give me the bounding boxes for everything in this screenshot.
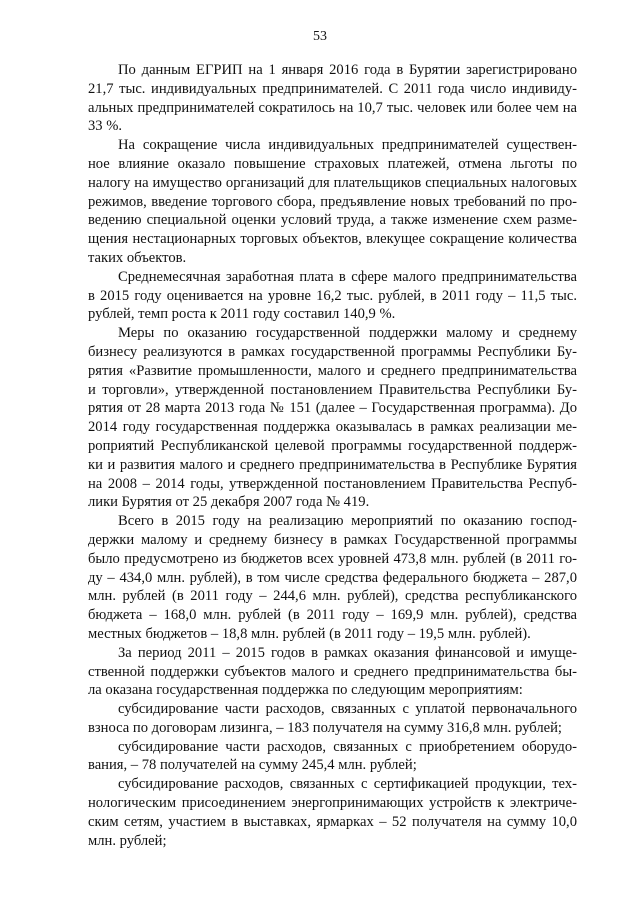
text-line: бизнесу реализуются в рамках государственной программы Республики Бу-	[88, 343, 577, 360]
document-body	[88, 61, 577, 850]
text-line: Среднемесячная заработная плата в сфере малого предпринимательства	[118, 268, 577, 285]
text-line: 21,7 тыс. индивидуальных предпринимателей. С 2011 года число индивиду-	[88, 80, 577, 97]
text-line: ла оказана государственная поддержка по следующим мероприятиям:	[88, 682, 523, 699]
text-line: бюджета – 168,0 млн. рублей (в 2011 году – 169,9 млн. рублей), средства	[88, 607, 577, 624]
text-line: на 2008 – 2014 годы, утвержденной постановлением Правительства Респуб-	[88, 475, 577, 492]
text-line: было предусмотрено из бюджетов всех уровней 473,8 млн. рублей (в 2011 го-	[88, 550, 577, 567]
text-line: и торговли», утвержденной постановлением Правительства Республики Бу-	[88, 381, 577, 398]
text-line: ведению специальной оценки условий труда, а также изменение схем разме-	[88, 212, 577, 229]
text-line: альных предпринимателей сократилось на 10,7 тыс. человек или более чем на	[88, 99, 577, 116]
text-line: ственной поддержки субъектов малого и среднего предпринимательства бы-	[88, 663, 577, 680]
text-line: 33 %.	[88, 118, 123, 135]
text-line: в 2015 году оценивается на уровне 16,2 тыс. рублей, в 2011 году – 11,5 тыс.	[88, 287, 577, 304]
text-line: субсидирование части расходов, связанных с приобретением оборудо-	[118, 738, 577, 755]
text-line: За период 2011 – 2015 годов в рамках оказания финансовой и имуще-	[118, 644, 577, 661]
page-number: 53	[313, 29, 327, 44]
text-line: держки малому и среднему бизнесу в рамках Государственной программы	[88, 531, 577, 548]
text-line: рятия от 28 марта 2013 года № 151 (далее – Государственная программа). До	[88, 400, 577, 417]
text-line: нологическим присоединением энергопринимающих устройств к электриче-	[88, 795, 577, 812]
text-line: местных бюджетов – 18,8 млн. рублей (в 2011 году – 19,5 млн. рублей).	[88, 625, 531, 642]
text-line: Всего в 2015 году на реализацию мероприятий по оказанию господ-	[118, 513, 577, 530]
text-line: роприятий Республиканской целевой программы государственной поддерж-	[88, 437, 577, 454]
text-line: ки и развития малого и среднего предпринимательства в Республике Бурятия	[88, 456, 577, 473]
text-line: лики Бурятия от 25 декабря 2007 года № 419.	[88, 494, 370, 511]
text-line: взноса по договорам лизинга, – 183 получателя на сумму 316,8 млн. рублей;	[88, 719, 562, 736]
text-line: ное влияние оказало повышение страховых платежей, отмена льготы по	[88, 155, 577, 172]
text-line: млн. рублей;	[88, 832, 167, 849]
text-line: По данным ЕГРИП на 1 января 2016 года в Бурятии зарегистрировано	[118, 62, 577, 78]
text-line: субсидирование расходов, связанных с сертификацией продукции, тех-	[118, 776, 577, 793]
text-line: щения нестационарных торговых объектов, влекущее сокращение количества	[88, 231, 577, 248]
text-line: ским сетям, участием в выставках, ярмарках – 52 получателя на сумму 10,0	[88, 813, 577, 830]
text-line: млн. рублей (в 2011 году – 244,6 млн. рублей), средства республиканского	[88, 588, 577, 605]
text-line: рятия «Развитие промышленности, малого и среднего предпринимательства	[88, 362, 577, 379]
text-line: субсидирование части расходов, связанных с уплатой первоначального	[118, 701, 577, 718]
text-line: таких объектов.	[88, 249, 187, 266]
text-line: Меры по оказанию государственной поддержки малому и среднему	[118, 325, 577, 342]
text-line: На сокращение числа индивидуальных предпринимателей существен-	[118, 137, 577, 154]
text-line: вания, – 78 получателей на сумму 245,4 млн. рублей;	[88, 757, 417, 774]
text-line: ду – 434,0 млн. рублей), в том числе средства федерального бюджета – 287,0	[88, 569, 577, 586]
text-line: рублей, темп роста к 2011 году составил 140,9 %.	[88, 306, 396, 323]
text-line: 2014 году государственная поддержка оказывалась в рамках реализации ме-	[88, 419, 577, 436]
text-line: налогу на имущество организаций для плательщиков специальных налоговых	[88, 174, 577, 191]
text-line: режимов, введение торгового сбора, предъявление новых требований по про-	[88, 193, 577, 210]
